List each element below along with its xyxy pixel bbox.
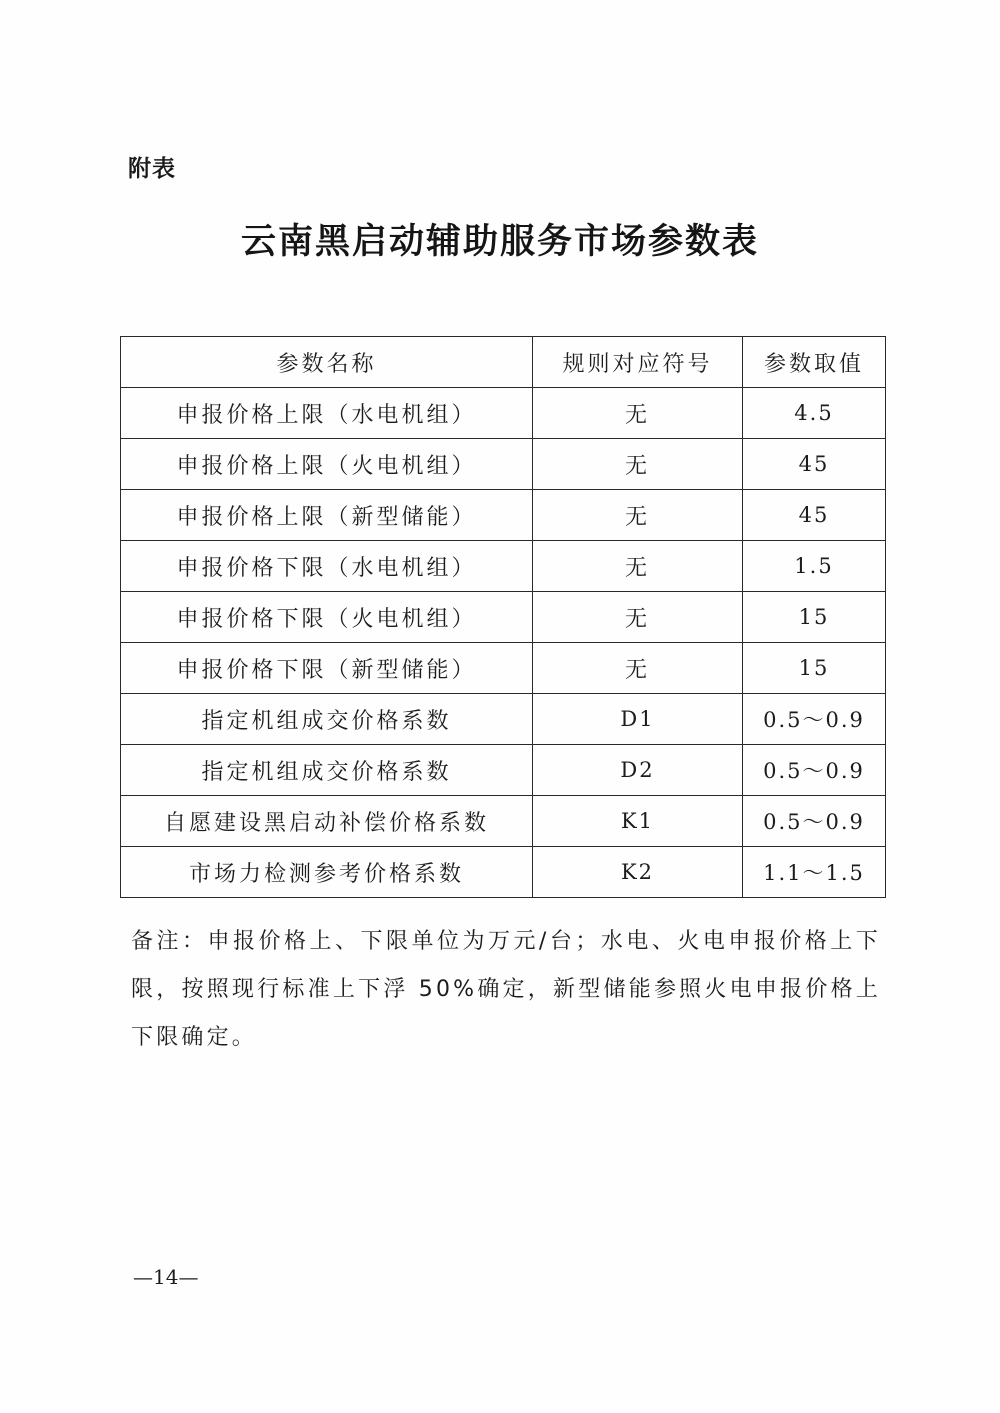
table-row	[121, 541, 886, 592]
param-value-cell: 15	[743, 592, 886, 643]
table-row	[121, 745, 886, 796]
rule-symbol-cell: 无	[533, 643, 743, 694]
table-row	[121, 796, 886, 847]
page-number: —14—	[133, 1265, 199, 1289]
table-row	[121, 592, 886, 643]
param-value-cell: 0.5～0.9	[743, 745, 886, 796]
param-value-cell: 0.5～0.9	[743, 694, 886, 745]
table-row	[121, 643, 886, 694]
table-row	[121, 490, 886, 541]
param-name-cell: 指定机组成交价格系数	[121, 694, 533, 745]
rule-symbol-cell: 无	[533, 490, 743, 541]
header-param-name: 参数名称	[121, 337, 533, 388]
param-name-cell: 申报价格上限（火电机组）	[121, 439, 533, 490]
table-row	[121, 388, 886, 439]
param-value-cell: 4.5	[743, 388, 886, 439]
param-value-cell: 1.5	[743, 541, 886, 592]
rule-symbol-cell: D2	[533, 745, 743, 796]
table-row	[121, 694, 886, 745]
header-rule-symbol: 规则对应符号	[533, 337, 743, 388]
param-name-cell: 市场力检测参考价格系数	[121, 847, 533, 898]
param-value-cell: 45	[743, 439, 886, 490]
param-value-cell: 1.1～1.5	[743, 847, 886, 898]
document-title: 云南黑启动辅助服务市场参数表	[240, 221, 759, 262]
attachment-label: 附表	[128, 156, 176, 182]
table-note: 备注：申报价格上、下限单位为万元/台；水电、火电申报价格上下限，按照现行标准上下浮 50%确定，新型储能参照火电申报价格上下限确定。	[131, 929, 881, 1050]
param-name-cell: 申报价格上限（新型储能）	[121, 490, 533, 541]
rule-symbol-cell: 无	[533, 541, 743, 592]
param-name-cell: 申报价格下限（水电机组）	[121, 541, 533, 592]
param-value-cell: 45	[743, 490, 886, 541]
param-value-cell: 0.5～0.9	[743, 796, 886, 847]
param-name-cell: 申报价格下限（新型储能）	[121, 643, 533, 694]
param-name-cell: 指定机组成交价格系数	[121, 745, 533, 796]
rule-symbol-cell: D1	[533, 694, 743, 745]
table-row	[121, 439, 886, 490]
rule-symbol-cell: 无	[533, 388, 743, 439]
param-name-cell: 申报价格下限（火电机组）	[121, 592, 533, 643]
rule-symbol-cell: K1	[533, 796, 743, 847]
rule-symbol-cell: K2	[533, 847, 743, 898]
param-value-cell: 15	[743, 643, 886, 694]
rule-symbol-cell: 无	[533, 439, 743, 490]
param-name-cell: 自愿建设黑启动补偿价格系数	[121, 796, 533, 847]
header-param-value: 参数取值	[743, 337, 886, 388]
table-row	[121, 847, 886, 898]
table-header-row	[121, 337, 886, 388]
param-name-cell: 申报价格上限（水电机组）	[121, 388, 533, 439]
rule-symbol-cell: 无	[533, 592, 743, 643]
parameter-table	[120, 336, 886, 898]
